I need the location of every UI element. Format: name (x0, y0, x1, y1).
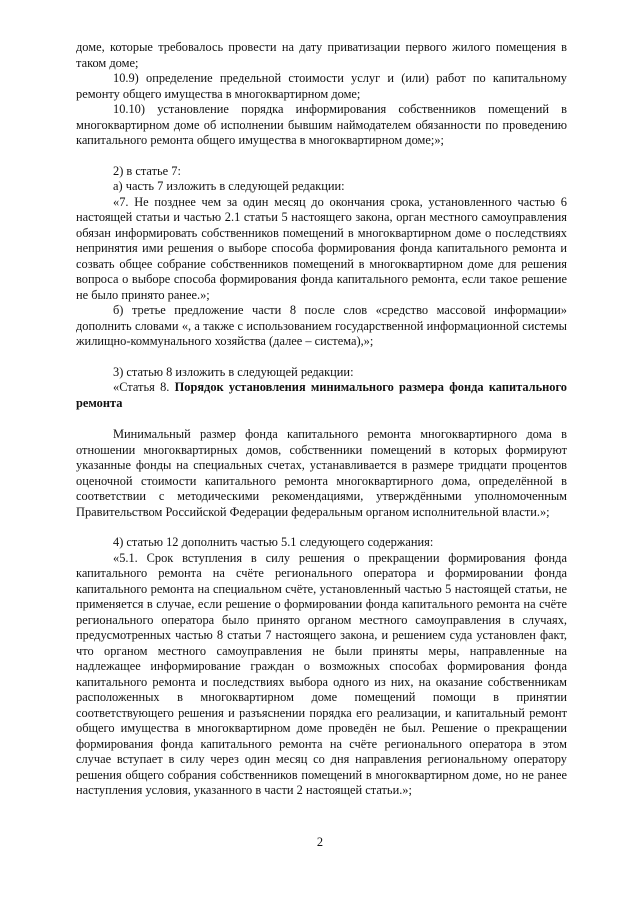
paragraph-part-5-1-text: «5.1. Срок вступления в силу решения о прекращении формирования фонда капитального ремонта на счёте регионального оператора и формировании фонда капитального ремонта на специальном счёте, установленный частью 5 настоящей статьи, не применяется в случае, если решение о формировании фонда капитального ремонта на счёте регионального оператора было принято органом местного самоуправления в случаях, предусмотренных частью 8 статьи 7 настоящего закона, и решением суда установлен факт, что органом местного самоуправления не были приняты меры, направленные на надлежащее информирование граждан о возможных способах формирования фонда капитального ремонта и последствиях выбора одного из них, на оказание собственникам расположенных в многоквартирном доме помещений помощи в принятии соответствующего решения и разъяснении порядка его реализации, и капитальный ремонт общего имущества в многоквартирном доме проведён не был. Решение о прекращении формирования фонда капитального ремонта на счёте регионального оператора в этом случае вступает в силу через один месяц со дня направления региональному оператору решения общего собрания собственников помещений в многоквартирном доме, но не ранее наступления условия, указанного в части 2 настоящей статьи.»; (76, 550, 567, 797)
paragraph-part-a: а) часть 7 изложить в следующей редакции: (113, 179, 345, 193)
paragraph-continuation: доме, которые требовалось провести на дату приватизации первого жилого помещения в таком доме; (76, 40, 567, 70)
paragraph-part-7-text: «7. Не позднее чем за один месяц до окончания срока, установленного частью 6 настоящей статьи и частью 2.1 статьи 5 настоящего закона, орган местного самоуправления обязан информировать собственников помещений в многоквартирном доме о последствиях непринятия ими решения о выборе способа формирования фонда капитального ремонта и созвать общее собрание собственников помещений в многоквартирном доме для решения вопроса о выборе способа формирования фонда капитального ремонта, если такое решение не было принято ранее.»; (76, 194, 567, 302)
article-8-title (76, 380, 567, 411)
paragraph-item-10-9: 10.9) определение предельной стоимости услуг и (или) работ по капитальному ремонту общего имущества в многоквартирном доме; (76, 71, 567, 101)
article-8-title-text: Порядок установления минимального размера фонда капитального ремонта (76, 380, 567, 410)
paragraph-article-8-heading: 3) статью 8 изложить в следующей редакции: (113, 364, 354, 379)
paragraph-article-12-heading: 4) статью 12 дополнить частью 5.1 следующего содержания: (113, 535, 434, 549)
paragraph-article-8-body: Минимальный размер фонда капитального ремонта многоквартирного дома в отношении многоквартирных домов, собственники помещений в которых формируют указанные фонды на специальных счетах, устанавливается в размере тридцати процентов оценочной стоимости капитального ремонта многоквартирного дома, определённой в соответствии с методическими рекомендациями, утверждёнными уполномоченным Правительством Российской Федерации федеральным органом исполнительной власти.»; (76, 427, 567, 519)
page-number: 2 (316, 835, 324, 849)
paragraph-article-7-heading: 2) в статье 7: (113, 163, 181, 178)
paragraph-item-10-10: 10.10) установление порядка информирования собственников помещений в многоквартирном доме об исполнении бывшим наймодателем обязанности по проведению капитального ремонта общего имущества в многоквартирном доме;»; (76, 102, 567, 147)
paragraph-part-b: б) третье предложение части 8 после слов «средство массовой информации» дополнить словами «, а также с использованием государственной информационной системы жилищно-коммунального хозяйства (далее – система),»; (76, 303, 567, 348)
article-8-prefix: «Статья 8. (113, 380, 170, 394)
document-page (76, 40, 567, 799)
